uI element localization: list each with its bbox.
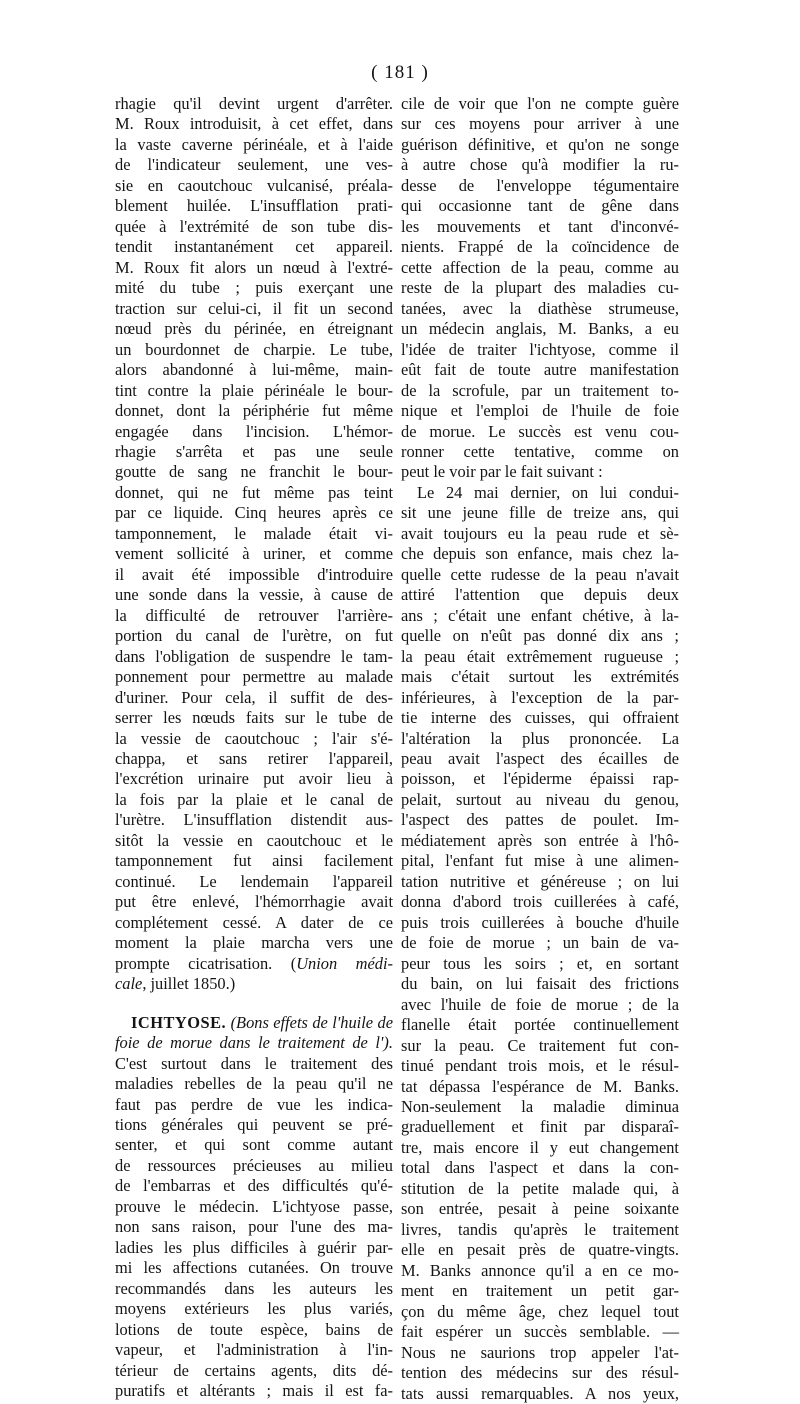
text-line: peut le voir par le fait suivant : xyxy=(401,462,603,482)
text-line: Nous ne saurions trop appeler l'at- xyxy=(401,1342,679,1362)
text-line: l'idée de traiter l'ichtyose, comme il xyxy=(401,339,679,359)
text-line: son entrée, pesait à peine soixante xyxy=(401,1199,679,1219)
page-number: ( 181 ) xyxy=(371,62,429,83)
text-line: C'est surtout dans le traitement des xyxy=(115,1053,393,1073)
text-line: mité du tube ; puis exerçant une xyxy=(115,278,393,298)
text-line: moyens extérieurs les plus variés, xyxy=(115,1299,393,1319)
text-line: ladies les plus difficiles à guérir par- xyxy=(115,1237,393,1257)
text-line: donnet, qui ne fut même pas teint xyxy=(115,482,393,502)
text-line: l'altération la plus prononcée. La xyxy=(401,728,679,748)
text-line: un bourdonnet de charpie. Le tube, xyxy=(115,339,393,359)
text-line: guérison définitive, et qu'on ne songe xyxy=(401,134,679,154)
text-line: cale, juillet 1850.) xyxy=(115,974,236,994)
text-line: alors abandonné à lui-même, main- xyxy=(115,360,393,380)
section-gap xyxy=(115,995,393,1013)
text-line: put être enlevé, l'hémorrhagie avait xyxy=(115,892,393,912)
text-line: rhagie qu'il devint urgent d'arrêter. xyxy=(115,94,393,113)
text-line: continué. Le lendemain l'appareil xyxy=(115,871,393,891)
text-line: attiré l'attention que depuis deux xyxy=(401,585,679,605)
text-line: pelait, surtout au niveau du genou, xyxy=(401,789,679,809)
text-line: faut pas perdre de vue les indica- xyxy=(115,1094,393,1114)
text-line: non sans raison, pour l'une des ma- xyxy=(115,1217,393,1237)
text-line: les mouvements et tant d'inconvé- xyxy=(401,216,679,236)
text-line: de foie de morue ; un bain de va- xyxy=(401,933,679,953)
section-heading: ICHTYOSE. xyxy=(131,1012,227,1032)
text-line: une sonde dans la vessie, à cause de xyxy=(115,585,393,605)
text-line: M. Roux fit alors un nœud à l'extré- xyxy=(115,257,393,277)
text-line: vapeur, et l'administration à l'in- xyxy=(115,1340,393,1360)
text-line: moment la plaie marcha vers une xyxy=(115,933,393,953)
text-line: M. Roux introduisit, à cet effet, dans xyxy=(115,114,393,134)
text-line: pital, l'enfant fut mise à une alimen- xyxy=(401,851,679,871)
section-heading-subtitle-continued: foie de morue dans le traitement de l'). xyxy=(115,1033,393,1053)
text-line: l'excrétion urinaire put avoir lieu à xyxy=(115,769,393,789)
text-line: de l'indicateur seulement, une ves- xyxy=(115,155,393,175)
text-line: l'urètre. L'insufflation distendit aus- xyxy=(115,810,393,830)
text-line: portion du canal de l'urètre, on fut xyxy=(115,626,393,646)
text-line: peau avait l'aspect des écailles de xyxy=(401,749,679,768)
text-line: lotions de toute espèce, bains de xyxy=(115,1319,393,1339)
text-line: recommandés dans les auteurs les xyxy=(115,1278,393,1298)
text-line: total dans l'aspect et dans la con- xyxy=(401,1158,679,1178)
text-line: tre, mais encore il y eut changement xyxy=(401,1137,679,1157)
text-line: traction sur celui-ci, il fit un second xyxy=(115,298,393,318)
text-line: de morue. Le succès est venu cou- xyxy=(401,421,679,441)
section-heading-line xyxy=(115,1013,393,1033)
text-line: çon du même âge, chez lequel tout xyxy=(401,1301,679,1321)
text-line: la peau était extrêmement rugueuse ; xyxy=(401,646,679,666)
text-line: reste de la plupart des maladies cu- xyxy=(401,278,679,298)
text-line: graduellement et finit par disparaî- xyxy=(401,1117,679,1137)
text-line: tat dépassa l'espérance de M. Banks. xyxy=(401,1076,679,1096)
text-line: nients. Frappé de la coïncidence de xyxy=(401,237,679,257)
text-line: ponnement pour permettre au malade xyxy=(115,667,393,687)
text-line: d'uriner. Pour cela, il suffit de des- xyxy=(115,687,393,707)
text-line: un médecin anglais, M. Banks, a eu xyxy=(401,319,679,339)
left-column xyxy=(115,94,393,1402)
text-line: engagée dans l'incision. L'hémor- xyxy=(115,421,393,441)
text-line: sit une jeune fille de treize ans, qui xyxy=(401,503,679,523)
text-line: desse de l'enveloppe tégumentaire xyxy=(401,175,679,195)
text-line: la vaste caverne périnéale, et à l'aide xyxy=(115,134,393,154)
text-line: Non-seulement la maladie diminua xyxy=(401,1096,679,1116)
text-line: quelle on n'eût pas donné dix ans ; xyxy=(401,626,679,646)
text-line: blement huilée. L'insufflation prati- xyxy=(115,196,393,216)
text-line: la fois par la plaie et le canal de xyxy=(115,789,393,809)
text-line xyxy=(401,483,679,503)
text-line: tention des médecins sur des résul- xyxy=(401,1363,679,1383)
text-line: de ressources précieuses au milieu xyxy=(115,1155,393,1175)
text-line: tie interne des cuisses, qui offraient xyxy=(401,708,679,728)
text-line: tats aussi remarquables. A nos yeux, xyxy=(401,1383,679,1403)
text-line: qui occasionne tant de gêne dans xyxy=(401,196,679,216)
text-line: du bain, on lui faisait des frictions xyxy=(401,974,679,994)
right-column-text xyxy=(401,94,679,1404)
text-line: sitôt la vessie en caoutchouc et le xyxy=(115,830,393,850)
text-line: puis trois cuillerées à bouche d'huile xyxy=(401,912,679,932)
text-line: stitution de la petite malade qui, à xyxy=(401,1178,679,1198)
text-line: che depuis son enfance, mais chez la- xyxy=(401,544,679,564)
text-line: tendit instantanément cet appareil. xyxy=(115,237,393,257)
text-line: rhagie s'arrêta et pas une seule xyxy=(115,441,393,461)
text-line: quelle cette rudesse de la peau n'avait xyxy=(401,564,679,584)
text-line: puratifs et altérants ; mais il est fa- xyxy=(115,1381,393,1401)
text-line: il avait été impossible d'introduire xyxy=(115,564,393,584)
section-heading-subtitle: (Bons effets de l'huile de xyxy=(230,1012,393,1032)
text-line: à autre chose qu'à modifier la ru- xyxy=(401,155,679,175)
text-line: poisson, et l'épiderme épaissi rap- xyxy=(401,769,679,789)
text-line: avait toujours eu la peau rude et sè- xyxy=(401,523,679,543)
text-line: prompte cicatrisation. (Union médi- xyxy=(115,953,393,973)
text-line: par ce liquide. Cinq heures après ce xyxy=(115,503,393,523)
text-line: la vessie de caoutchouc ; l'air s'é- xyxy=(115,728,393,748)
text-line: de la scrofule, par un traitement to- xyxy=(401,380,679,400)
text-line: vement sollicité à uriner, et comme xyxy=(115,544,393,564)
section-body xyxy=(115,1054,393,1402)
text-line: l'aspect des pattes de poulet. Im- xyxy=(401,810,679,830)
text-line: tions générales qui peuvent se pré- xyxy=(115,1114,393,1134)
text-line: complétement cessé. A dater de ce xyxy=(115,912,393,932)
text-line: térieur de certains agents, dits dé- xyxy=(115,1360,393,1380)
text-line: ment en traitement un petit gar- xyxy=(401,1281,679,1301)
text-line: peur tous les soirs ; et, en sortant xyxy=(401,953,679,973)
text-line: fait espérer un succès semblable. — xyxy=(401,1322,679,1342)
text-line: mais c'était surtout les extrémités xyxy=(401,667,679,687)
right-column xyxy=(401,94,679,1404)
text-line: ronner cette tentative, comme on xyxy=(401,441,679,461)
text-line: eût fait de toute autre manifestation xyxy=(401,360,679,380)
text-line: goutte de sang ne franchit le bour- xyxy=(115,462,393,482)
text-line: donnet, dont la périphérie fut même xyxy=(115,401,393,421)
text-line: mi les affections cutanées. On trouve xyxy=(115,1258,393,1278)
text-line: elle en pesait près de quatre-vingts. xyxy=(401,1240,679,1260)
text-line: prouve le médecin. L'ichtyose passe, xyxy=(115,1196,393,1216)
text-line: dans l'obligation de suspendre le tam- xyxy=(115,646,393,666)
text-line: sur ces moyens pour arriver à une xyxy=(401,114,679,134)
text-line: sie en caoutchouc vulcanisé, préala- xyxy=(115,175,393,195)
text-line: livres, tandis qu'après le traitement xyxy=(401,1219,679,1239)
text-line: tamponnement fut ainsi facilement xyxy=(115,851,393,871)
text-line: avec l'huile de foie de morue ; de la xyxy=(401,994,679,1014)
text-line: nique et l'emploi de l'huile de foie xyxy=(401,401,679,421)
section-heading-line-2 xyxy=(115,1033,393,1053)
text-line: la difficulté de retrouver l'arrière- xyxy=(115,605,393,625)
text-line: tint contre la plaie périnéale le bour- xyxy=(115,380,393,400)
text-line: senter, et qui sont comme autant xyxy=(115,1135,393,1155)
text-line: sur la peau. Ce traitement fut con- xyxy=(401,1035,679,1055)
text-line: quée à l'extrémité de son tube dis- xyxy=(115,216,393,236)
text-line: tinué pendant trois mois, et le résul- xyxy=(401,1056,679,1076)
text-line-content: Le 24 mai dernier, on lui condui- xyxy=(417,482,679,502)
text-line: tamponnement, le malade était vi- xyxy=(115,523,393,543)
text-line: chappa, et sans retirer l'appareil, xyxy=(115,749,393,768)
left-column-text xyxy=(115,94,393,995)
text-line: de l'embarras et des difficultés qu'é- xyxy=(115,1176,393,1196)
text-line: nœud près du périnée, en étreignant xyxy=(115,319,393,339)
text-line: médiatement après son entrée à l'hô- xyxy=(401,830,679,850)
text-line: maladies rebelles de la peau qu'il ne xyxy=(115,1074,393,1094)
text-line: inférieures, à l'exception de la par- xyxy=(401,687,679,707)
section-ichtyose xyxy=(115,1013,393,1402)
text-line: donna d'abord trois cuillerées à café, xyxy=(401,892,679,912)
text-line: tation nutritive et généreuse ; on lui xyxy=(401,871,679,891)
text-line: tanées, avec la diathèse strumeuse, xyxy=(401,298,679,318)
text-line: flanelle était portée continuellement xyxy=(401,1015,679,1035)
text-line: ans ; c'était une enfant chétive, à la- xyxy=(401,605,679,625)
text-line: cile de voir que l'on ne compte guère xyxy=(401,94,679,113)
text-line: serrer les nœuds faits sur le tube de xyxy=(115,708,393,728)
text-line: M. Banks annonce qu'il a en ce mo- xyxy=(401,1260,679,1280)
text-line: cette affection de la peau, comme au xyxy=(401,257,679,277)
